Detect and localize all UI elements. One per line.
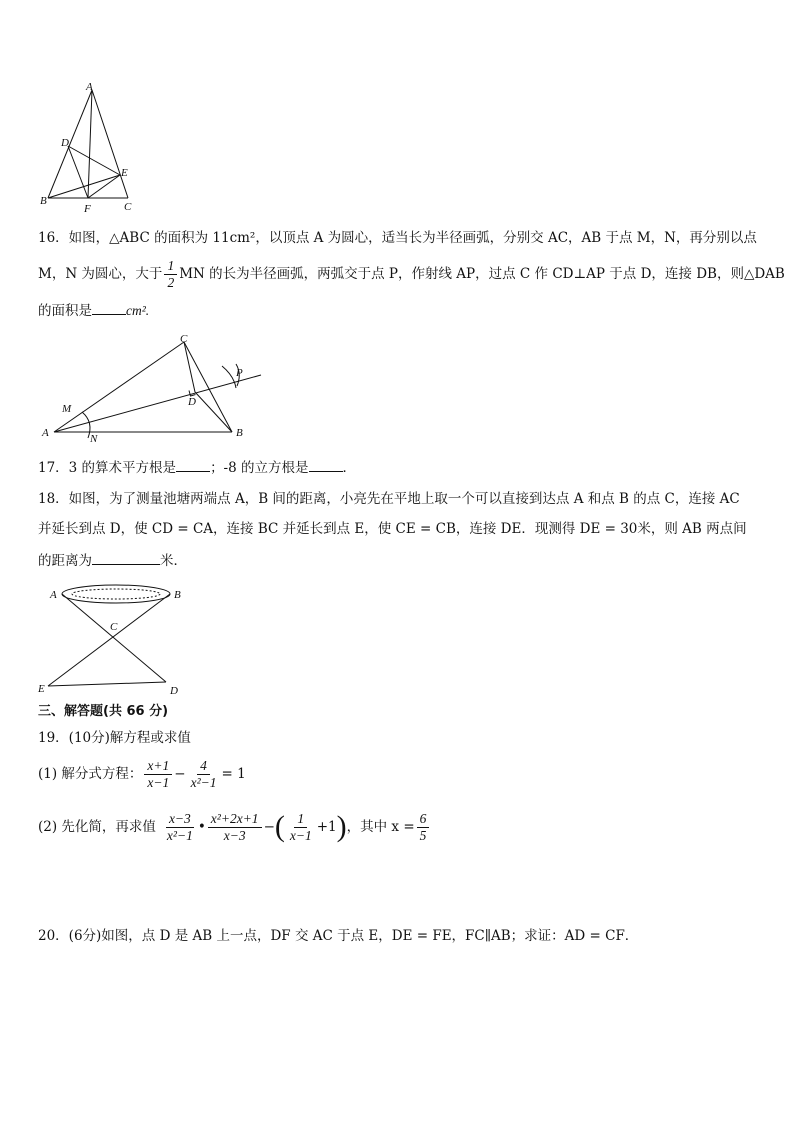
q16-line-1: 16．如图，△ABC 的面积为 11cm²，以顶点 A 为圆心，适当长为半径画弧，分别交 AC，AB 于点 M，N，再分别以点 [38, 230, 757, 246]
equation-rhs: = 1 [221, 766, 246, 782]
fig18-label-a: A [50, 589, 57, 601]
q19-part-2-label: (2) 先化简，再求值 [38, 819, 156, 835]
answer-blank[interactable] [176, 457, 210, 472]
q19-part-2 [38, 806, 431, 848]
right-paren: ) [336, 810, 347, 843]
fig15-label-d: D [61, 137, 69, 149]
fraction-one-half [164, 258, 177, 291]
q19-part-1-label: (1) 解分式方程： [38, 766, 143, 782]
fraction-numerator: 4 [197, 758, 210, 775]
fraction [287, 811, 315, 844]
fraction-denominator: x−1 [289, 827, 312, 843]
fraction-numerator: x+1 [144, 758, 172, 775]
fraction-denominator: x²−1 [190, 774, 217, 790]
q17-pre: 17．3 的算术平方根是 [38, 460, 177, 476]
fig16-label-b: B [236, 427, 243, 439]
left-paren: ( [274, 810, 285, 843]
q16-line-3 [38, 300, 149, 321]
q18-line-1: 18．如图，为了测量池塘两端点 A，B 间的距离，小亮先在平地上取一个可以直接到达点 A 和点 B 的点 C，连接 AC [38, 491, 740, 507]
fig16-label-m: M [62, 403, 72, 415]
q18-line-2: 并延长到点 D，使 CD = CA，连接 BC 并延长到点 E，使 CE = CB，连接 DE．现测得 DE = 30米，则 AB 两点间 [38, 521, 747, 537]
fig15-label-a: A [86, 81, 93, 93]
fig15-label-e: E [121, 167, 128, 179]
q18-line-3 [38, 550, 187, 571]
fig16-label-a: A [42, 427, 49, 439]
q17-post: ． [342, 460, 357, 476]
q16-line-2 [38, 258, 785, 291]
minus-sign: − [263, 819, 275, 835]
fraction-denominator: x²−1 [166, 827, 193, 843]
fraction [208, 811, 262, 844]
fig-angle-bisector [36, 330, 266, 445]
q19-title: 19．(10分)解方程或求值 [38, 730, 191, 746]
q20-line: 20．(6分)如图，点 D 是 AB 上一点，DF 交 AC 于点 E，DE = FE，FC∥AB；求证：AD = CF． [38, 928, 639, 944]
fraction-numerator: 1 [294, 811, 307, 828]
fraction [188, 758, 220, 791]
fig18-label-c: C [110, 621, 118, 633]
fig15-label-f: F [84, 203, 91, 215]
fig16-label-c: C [180, 333, 188, 345]
fig-triangle-abc-def [36, 80, 146, 218]
fraction-denominator: 2 [167, 275, 175, 290]
fraction [144, 758, 172, 791]
q16-line-2-pre: M，N 为圆心，大于 [38, 266, 163, 282]
fraction [164, 811, 196, 844]
fraction-denominator: x−3 [223, 827, 246, 843]
q17-mid: ；-8 的立方根是 [210, 460, 309, 476]
fig-pond-distance [34, 580, 194, 698]
fraction-denominator: x−1 [147, 774, 170, 790]
fraction-numerator: 6 [417, 811, 430, 828]
fig18-label-e: E [38, 683, 45, 695]
fig16-label-p: P [236, 367, 243, 379]
answer-blank[interactable] [309, 457, 343, 472]
q18-line-3-post: 米． [160, 553, 187, 569]
fig18-label-d: D [170, 685, 178, 697]
q16-line-3-pre: 的面积是 [38, 303, 92, 319]
minus-sign: − [174, 766, 186, 782]
fig16-label-d: D [188, 396, 196, 408]
q18-line-3-pre: 的距离为 [38, 553, 92, 569]
where-clause: ，其中 x = [346, 819, 415, 835]
fig15-label-c: C [124, 201, 132, 213]
plus-one: +1 [316, 819, 337, 835]
q16-line-2-post: MN 的长为半径画弧，两弧交于点 P，作射线 AP，过点 C 作 CD⊥AP 于点 D，连接 DB，则△DAB [179, 266, 785, 282]
fig18-label-b: B [174, 589, 181, 601]
q19-part-1 [38, 754, 246, 794]
fig16-label-n: N [90, 433, 98, 445]
fraction-numerator: 1 [164, 258, 177, 275]
fraction-numerator: x²+2x+1 [208, 811, 262, 828]
answer-blank[interactable] [92, 300, 126, 315]
q17-line [38, 457, 356, 478]
multiply-dot: • [197, 819, 206, 835]
fig15-label-b: B [40, 195, 47, 207]
answer-blank[interactable] [92, 550, 160, 565]
section-heading: 三、解答题(共 66 分) [38, 704, 169, 719]
fraction-numerator: x−3 [166, 811, 194, 828]
fraction-denominator: 5 [419, 827, 427, 843]
fraction [417, 811, 430, 844]
q16-line-3-post: cm². [126, 303, 150, 318]
